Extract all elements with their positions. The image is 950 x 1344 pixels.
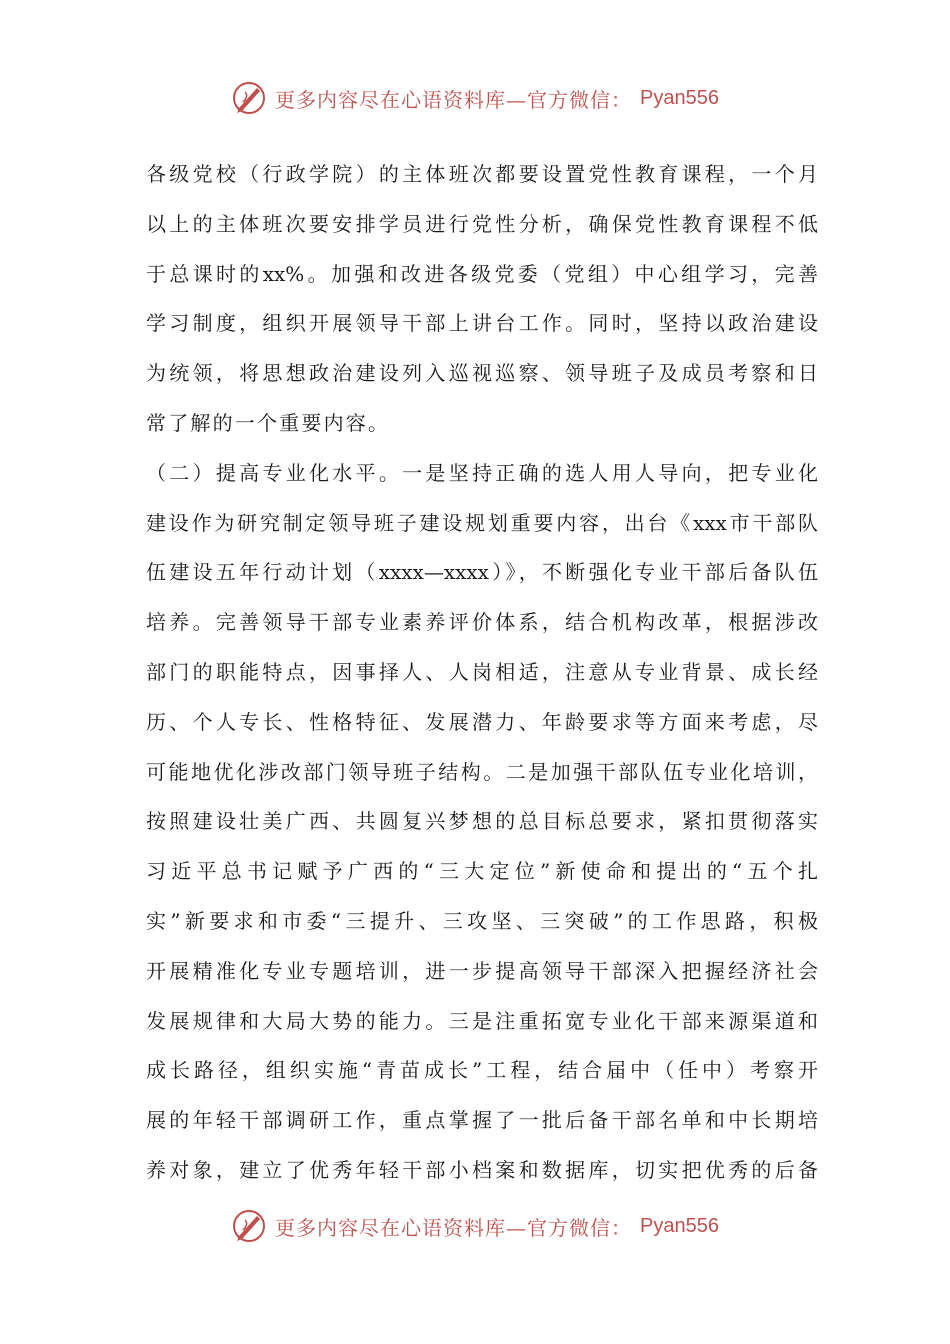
watermark-id: Pyan556 xyxy=(640,86,719,109)
body-line: 展的年轻干部调研工作，重点掌握了一批后备干部名单和中长期培 xyxy=(146,1108,818,1133)
footer-watermark xyxy=(0,1208,950,1244)
body-line: 常了解的一个重要内容。 xyxy=(146,410,391,435)
body-line: 发展规律和大局大势的能力。三是注重拓宽专业化干部来源渠道和 xyxy=(146,1008,818,1033)
document-body xyxy=(146,150,818,1196)
body-line: 习近平总书记赋予广西的“三大定位”新使命和提出的“五个扎 xyxy=(146,859,818,884)
body-line: 历、个人专长、性格特征、发展潜力、年龄要求等方面来考虑，尽 xyxy=(146,709,818,734)
body-line: 伍建设五年行动计划（xxxx—xxxx）》，不断强化专业干部后备队伍 xyxy=(146,560,818,585)
body-line: 为统领，将思想政治建设列入巡视巡察、领导班子及成员考察和日 xyxy=(146,361,818,386)
body-line: 培养。完善领导干部专业素养评价体系，结合机构改革，根据涉改 xyxy=(146,610,818,635)
watermark-id: Pyan556 xyxy=(640,1214,719,1237)
body-line: 于总课时的xx%。加强和改进各级党委（党组）中心组学习，完善 xyxy=(146,261,818,286)
body-line: 按照建设壮美广西、共圆复兴梦想的总目标总要求，紧扣贯彻落实 xyxy=(146,809,818,834)
body-line: 实”新要求和市委“三提升、三攻坚、三突破”的工作思路，积极 xyxy=(146,908,818,933)
body-line: 学习制度，组织开展领导干部上讲台工作。同时，坚持以政治建设 xyxy=(146,311,818,336)
body-line: 养对象，建立了优秀年轻干部小档案和数据库，切实把优秀的后备 xyxy=(146,1157,818,1182)
body-line: 建设作为研究制定领导班子建设规划重要内容，出台《xxx市干部队 xyxy=(146,510,818,535)
body-line: 以上的主体班次要安排学员进行党性分析，确保党性教育课程不低 xyxy=(146,211,818,236)
pen-logo-icon xyxy=(231,1208,267,1244)
pen-logo-icon xyxy=(231,80,267,116)
body-line: 成长路径，组织实施“青苗成长”工程，结合届中（任中）考察开 xyxy=(146,1058,818,1083)
body-line: 各级党校（行政学院）的主体班次都要设置党性教育课程，一个月 xyxy=(146,162,818,186)
header-watermark xyxy=(0,80,950,116)
body-line: 开展精准化专业专题培训，进一步提高领导干部深入把握经济社会 xyxy=(146,958,818,983)
body-line: 部门的职能特点，因事择人、人岗相适，注意从专业背景、成长经 xyxy=(146,659,818,684)
watermark-text: 更多内容尽在心语资料库—官方微信： xyxy=(275,87,633,112)
body-line: 可能地优化涉改部门领导班子结构。二是加强干部队伍专业化培训， xyxy=(146,759,818,784)
body-line: （二）提高专业化水平。一是坚持正确的选人用人导向，把专业化 xyxy=(146,460,818,485)
watermark-text: 更多内容尽在心语资料库—官方微信： xyxy=(275,1215,633,1240)
